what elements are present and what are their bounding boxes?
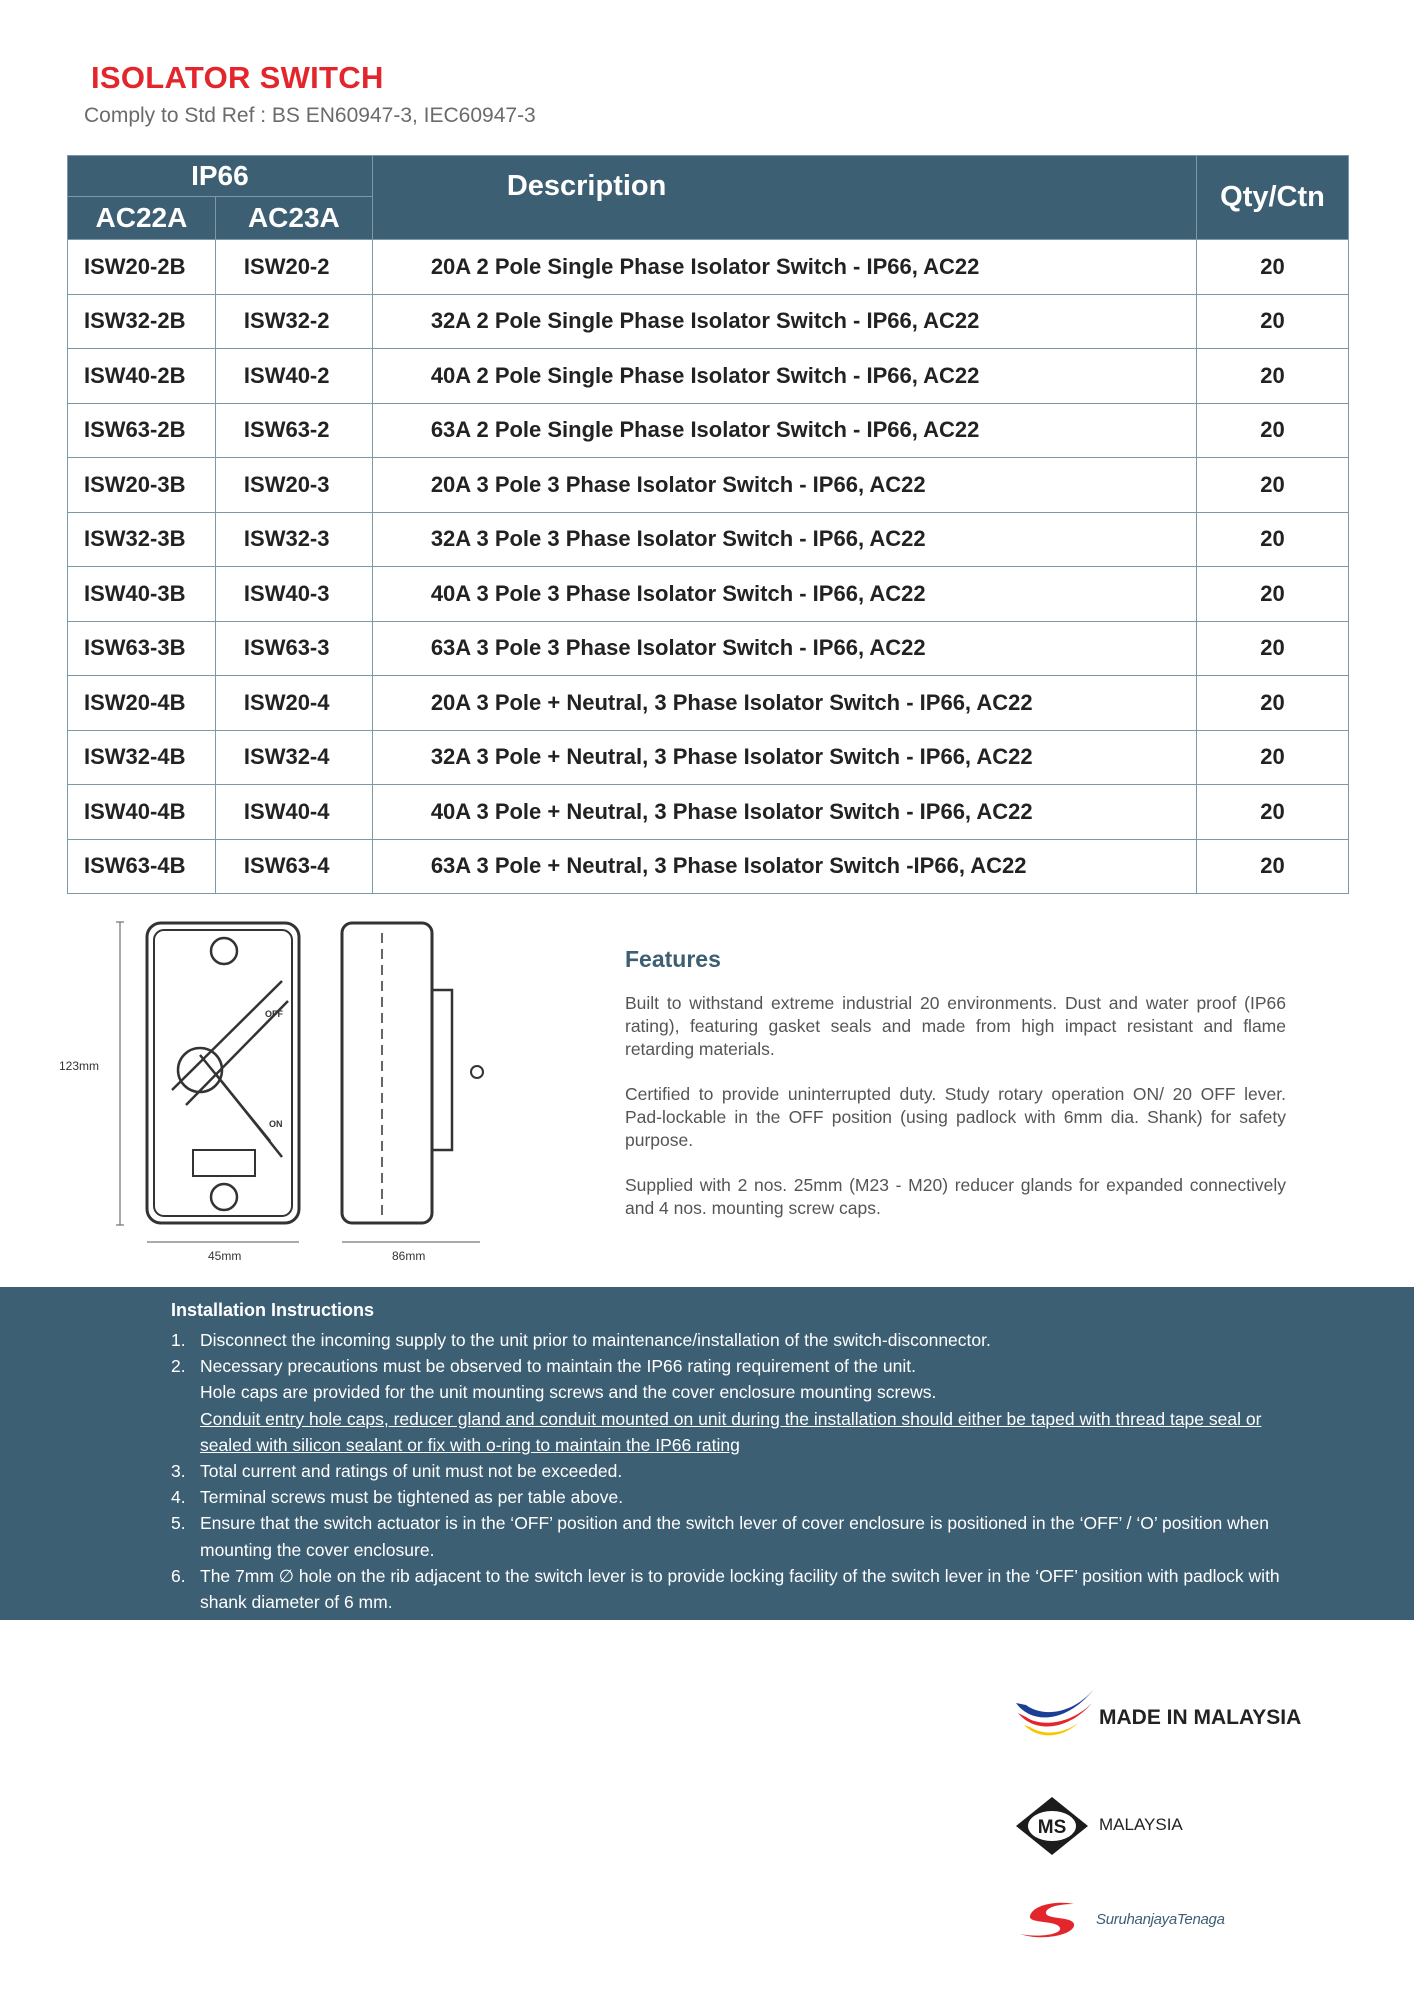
ms-malaysia-label: MALAYSIA [1099,1815,1183,1834]
installation-instructions-list [171,1327,1291,1615]
ac23-code-cell: ISW20-4 [215,676,372,731]
instruction-item: 5. Ensure that the switch actuator is in the ‘OFF’ position and the switch lever of cover enclosure is positioned in the ‘OFF’ / ‘O’ position when mounting the cover enclosure. [171,1513,1269,1560]
ac23-code-cell: ISW63-3 [215,621,372,676]
description-cell: 40A 3 Pole 3 Phase Isolator Switch - IP66, AC22 [372,567,1196,622]
page-title: ISOLATOR SWITCH [91,60,384,95]
ac22-code-cell: ISW63-2B [68,403,216,458]
installation-instructions-panel [0,1287,1414,1620]
ac22-code-cell: ISW40-2B [68,349,216,404]
ac23-code-cell: ISW63-4 [215,839,372,894]
description-cell: 32A 3 Pole 3 Phase Isolator Switch - IP66, AC22 [372,512,1196,567]
table-row [68,512,1349,567]
description-cell: 32A 3 Pole + Neutral, 3 Phase Isolator Switch - IP66, AC22 [372,730,1196,785]
description-cell: 63A 3 Pole + Neutral, 3 Phase Isolator Switch -IP66, AC22 [372,839,1196,894]
description-cell: 20A 3 Pole 3 Phase Isolator Switch - IP66, AC22 [372,458,1196,513]
underlined-conduit-note: Conduit entry hole caps, reducer gland and conduit mounted on unit during the installation should either be taped with thread tape seal or sealed with silicon sealant or fix with o-ring to maintain the IP66 rating [200,1408,1262,1455]
table-row [68,621,1349,676]
qty-header: Qty/Ctn [1197,156,1349,240]
side-view [342,923,483,1223]
description-header: Description [372,156,1196,240]
description-cell: 40A 2 Pole Single Phase Isolator Switch - IP66, AC22 [372,349,1196,404]
qty-cell: 20 [1197,567,1349,622]
ac22-code-cell: ISW20-2B [68,240,216,295]
ac22-code-cell: ISW32-4B [68,730,216,785]
instruction-item: 1. Disconnect the incoming supply to the unit prior to maintenance/installation of the switch-disconnector. [171,1330,991,1350]
ms-emblem-text: MS [1037,1817,1067,1838]
table-row [68,403,1349,458]
qty-cell: 20 [1197,785,1349,840]
qty-cell: 20 [1197,403,1349,458]
table-row [68,730,1349,785]
qty-cell: 20 [1197,730,1349,785]
qty-cell: 20 [1197,839,1349,894]
product-dimension-drawing [50,905,510,1265]
description-cell: 63A 2 Pole Single Phase Isolator Switch - IP66, AC22 [372,403,1196,458]
off-label: OFF [265,1009,283,1019]
instruction-item: 4. Terminal screws must be tightened as per table above. [171,1487,624,1508]
width-label: 45mm [208,1249,242,1263]
ac23-code-cell: ISW20-3 [215,458,372,513]
features-title: Features [625,946,721,972]
installation-instructions-title: Installation Instructions [171,1300,375,1320]
ac22-code-cell: ISW40-3B [68,567,216,622]
ac23-code-cell: ISW40-3 [215,567,372,622]
front-view [147,923,299,1223]
standard-reference: Comply to Std Ref : BS EN60947-3, IEC60947-3 [84,104,536,127]
depth-label: 86mm [392,1249,426,1263]
table-row [68,676,1349,731]
ac23-code-cell: ISW20-2 [215,240,372,295]
ac22-code-cell: ISW32-3B [68,512,216,567]
table-row [68,567,1349,622]
ac22-code-cell: ISW32-2B [68,294,216,349]
ac22-code-cell: ISW63-4B [68,839,216,894]
ac23a-header: AC23A [215,197,372,240]
product-table [67,155,1349,894]
instruction-item: 2. Necessary precautions must be observed to maintain the IP66 rating requirement of the unit. Hole caps are provided for the unit mounting screws and the cover enclosure mounting screws. Conduit entry hole caps, reducer gland and conduit mounted on unit during the installation should either be taped with thread tape seal or sealed with silicon sealant or fix with o-ring to maintain the IP66 rating [171,1353,1291,1458]
table-row [68,458,1349,513]
on-label: ON [269,1119,283,1129]
ms-certification-logo [1012,1795,1092,1857]
table-row [68,294,1349,349]
table-row [68,349,1349,404]
ac22-code-cell: ISW63-3B [68,621,216,676]
qty-cell: 20 [1197,621,1349,676]
ac22a-header: AC22A [68,197,216,240]
ac22-code-cell: ISW20-3B [68,458,216,513]
ac23-code-cell: ISW32-2 [215,294,372,349]
made-in-malaysia-label: MADE IN MALAYSIA [1099,1706,1302,1729]
ac23-code-cell: ISW63-2 [215,403,372,458]
description-cell: 63A 3 Pole 3 Phase Isolator Switch - IP66, AC22 [372,621,1196,676]
description-cell: 20A 2 Pole Single Phase Isolator Switch - IP66, AC22 [372,240,1196,295]
ac22-code-cell: ISW20-4B [68,676,216,731]
ac23-code-cell: ISW32-4 [215,730,372,785]
suruhanjaya-tenaga-logo [1014,1898,1094,1940]
instruction-item: 3. Total current and ratings of unit must not be exceeded. [171,1461,623,1482]
instruction-item: 6. The 7mm ∅ hole on the rib adjacent to the switch lever is to provide locking facility of the switch lever in the ‘OFF’ position with padlock with shank diameter of 6 mm. [171,1565,1280,1613]
qty-cell: 20 [1197,512,1349,567]
qty-cell: 20 [1197,240,1349,295]
features-paragraph-1: Built to withstand extreme industrial 20 environments. Dust and water proof (IP66 rating), featuring gasket seals and made from high impact resistant and flame retarding materials. [625,993,1286,1059]
ac23-code-cell: ISW40-2 [215,349,372,404]
table-row [68,785,1349,840]
malaysia-flag-swoosh-logo [1012,1685,1098,1745]
qty-cell: 20 [1197,294,1349,349]
qty-cell: 20 [1197,676,1349,731]
ac23-code-cell: ISW32-3 [215,512,372,567]
table-row [68,240,1349,295]
description-cell: 40A 3 Pole + Neutral, 3 Phase Isolator Switch - IP66, AC22 [372,785,1196,840]
ac22-code-cell: ISW40-4B [68,785,216,840]
qty-cell: 20 [1197,458,1349,513]
description-cell: 20A 3 Pole + Neutral, 3 Phase Isolator Switch - IP66, AC22 [372,676,1196,731]
height-label: 123mm [59,1059,100,1073]
suruhanjaya-tenaga-label: SuruhanjayaTenaga [1096,1911,1225,1928]
table-row [68,839,1349,894]
features-paragraph-3: Supplied with 2 nos. 25mm (M23 - M20) reducer glands for expanded connectively and 4 nos. mounting screw caps. [625,1175,1286,1218]
ac23-code-cell: ISW40-4 [215,785,372,840]
ip66-header: IP66 [68,156,373,197]
qty-cell: 20 [1197,349,1349,404]
features-paragraph-2: Certified to provide uninterrupted duty. Study rotary operation ON/ 20 OFF lever. Pad-lockable in the OFF position (using padlock with 6mm dia. Shank) for safety purpose. [625,1084,1286,1150]
description-cell: 32A 2 Pole Single Phase Isolator Switch - IP66, AC22 [372,294,1196,349]
